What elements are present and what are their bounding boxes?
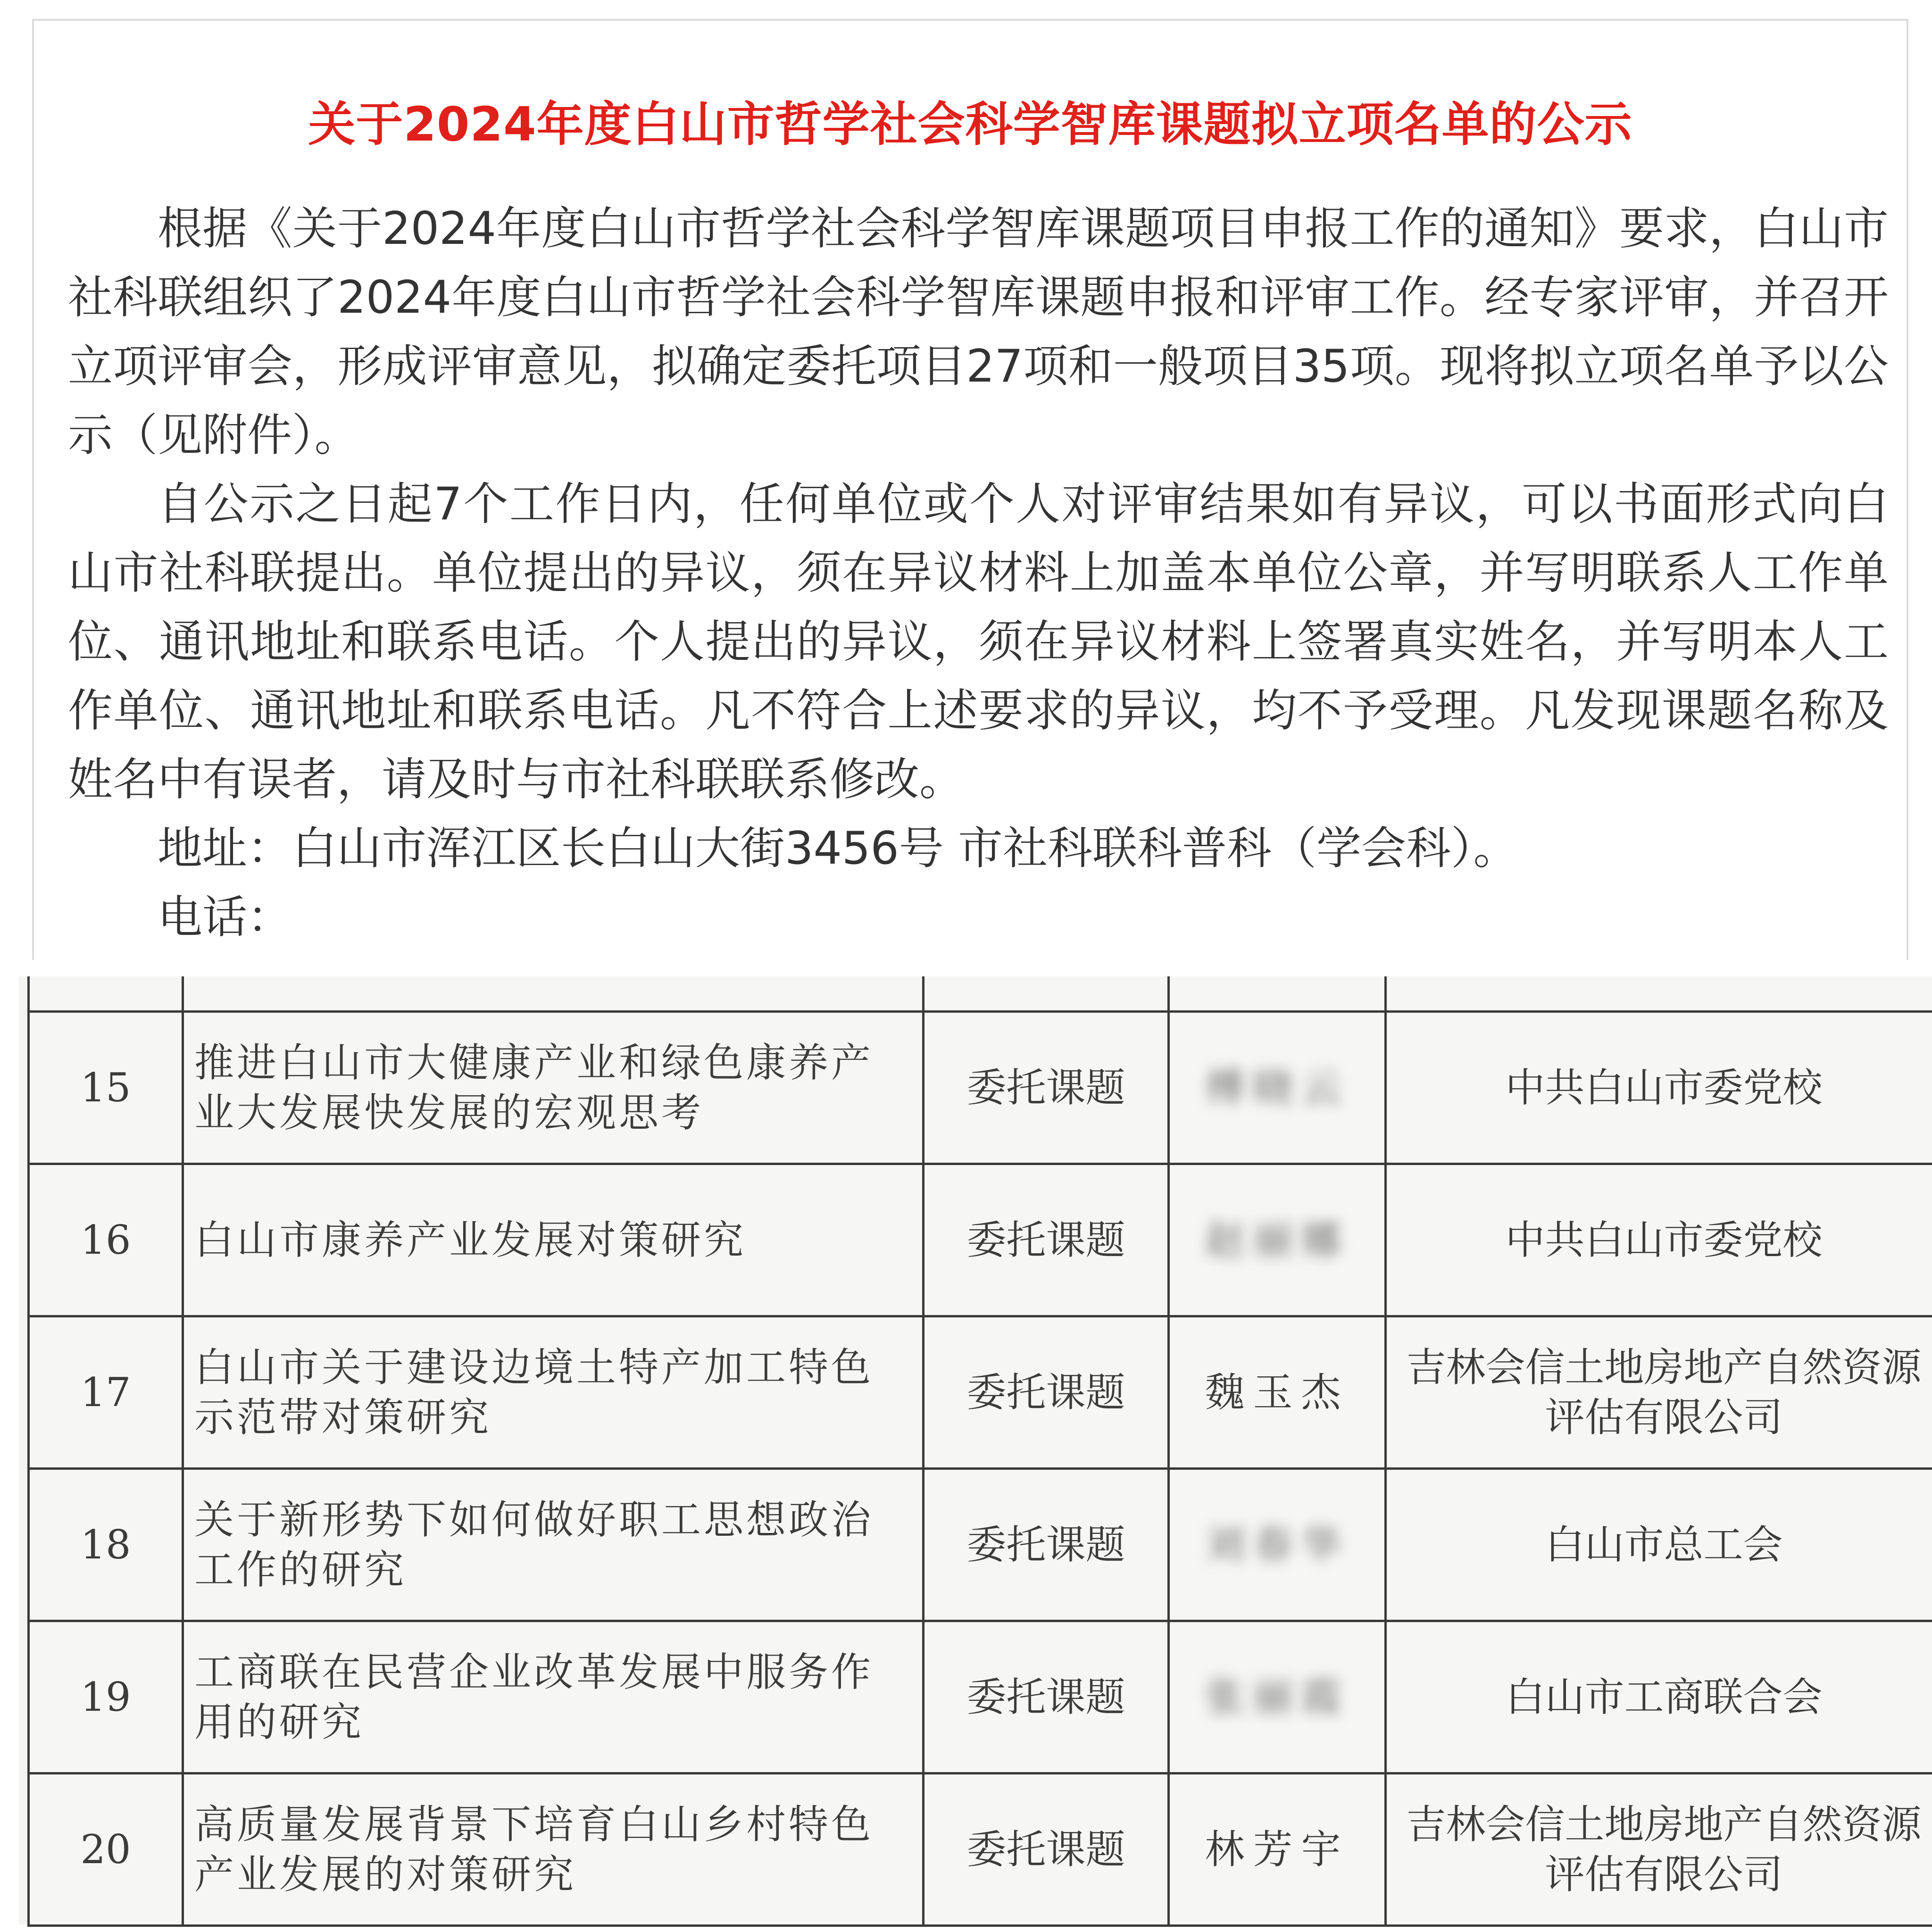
project-title: 工商联在民营企业改革发展中服务作用的研究	[194, 1649, 874, 1745]
project-title-cell	[183, 1012, 924, 1164]
project-title-cell	[183, 1621, 924, 1774]
organization: 白山市工商联合会	[1505, 1674, 1823, 1720]
project-leader: 魏玉杰	[1205, 1369, 1349, 1416]
row-number-cell	[29, 1164, 183, 1316]
organization-cell	[1386, 1774, 1932, 1926]
project-type: 委托课题	[966, 1522, 1125, 1568]
row-number-cell	[29, 1621, 183, 1774]
notice-address: 地址：白山市浑江区长白山大街3456号 市社科联科普科（学会科）。	[158, 823, 1518, 874]
project-title-cell	[183, 1469, 924, 1621]
table-row	[29, 1164, 1932, 1316]
organization: 吉林会信土地房地产自然资源评估有限公司	[1406, 1801, 1922, 1898]
row-number: 17	[80, 1369, 131, 1416]
project-leader: 张丽霞	[1205, 1674, 1349, 1720]
notice-title: 关于2024年度白山市哲学社会科学智库课题拟立项名单的公示	[308, 97, 1632, 152]
project-type: 委托课题	[966, 1217, 1125, 1263]
project-leader-cell	[1169, 1164, 1386, 1316]
project-leader: 刘春华	[1205, 1522, 1349, 1568]
project-type: 委托课题	[966, 1369, 1125, 1416]
project-title-cell	[183, 1164, 924, 1316]
table-row	[29, 1774, 1932, 1926]
notice-body	[68, 194, 1889, 952]
project-type: 委托课题	[966, 1826, 1125, 1873]
organization: 白山市总工会	[1545, 1522, 1783, 1568]
project-type: 委托课题	[966, 1065, 1125, 1111]
project-type-cell	[924, 1316, 1169, 1469]
row-number-cell	[29, 1774, 183, 1926]
project-table-image	[19, 976, 1922, 1924]
organization-cell	[1386, 1012, 1932, 1164]
row-number: 15	[80, 1065, 131, 1111]
project-leader: 赵丽娜	[1205, 1217, 1349, 1263]
project-type-cell	[924, 1621, 1169, 1774]
organization-cell	[1386, 1469, 1932, 1621]
row-number-cell	[29, 1316, 183, 1469]
row-number-cell	[29, 1469, 183, 1621]
row-number: 18	[80, 1522, 131, 1568]
project-title-cell	[183, 1774, 924, 1926]
project-title: 高质量发展背景下培育白山乡村特色产业发展的对策研究	[194, 1801, 874, 1898]
project-title: 推进白山市大健康产业和绿色康养产业大发展快发展的宏观思考	[194, 1040, 874, 1136]
project-type-cell	[924, 1774, 1169, 1926]
row-number: 19	[80, 1674, 131, 1720]
project-title: 关于新形势下如何做好职工思想政治工作的研究	[194, 1497, 874, 1593]
project-leader-cell	[1169, 1621, 1386, 1774]
project-type-cell	[924, 1469, 1169, 1621]
notice-panel	[32, 19, 1908, 960]
table-row	[29, 1012, 1932, 1164]
table-row-partial	[29, 976, 1932, 1012]
organization-cell	[1386, 1316, 1932, 1469]
project-leader-cell	[1169, 1012, 1386, 1164]
table-row	[29, 1316, 1932, 1469]
row-number-cell	[29, 1012, 183, 1164]
notice-phone: 电话：	[158, 891, 292, 943]
organization: 中共白山市委党校	[1505, 1217, 1823, 1263]
project-leader-cell	[1169, 1469, 1386, 1621]
row-number: 16	[80, 1217, 131, 1263]
notice-paragraph-2: 自公示之日起7个工作日内，任何单位或个人对评审结果如有异议，可以书面形式向白山市社科联提出。单位提出的异议，须在异议材料上加盖本单位公章，并写明联系人工作单位、通讯地址和联系电话。个人提出的异议，须在异议材料上签署真实姓名，并写明本人工作单位、通讯地址和联系电话。凡不符合上述要求的异议，均不予受理。凡发现课题名称及姓名中有误者，请及时与市社科联联系修改。	[68, 478, 1889, 806]
project-type: 委托课题	[966, 1674, 1125, 1720]
project-type-cell	[924, 1012, 1169, 1164]
row-number: 20	[80, 1826, 131, 1873]
organization: 中共白山市委党校	[1505, 1065, 1823, 1111]
organization-cell	[1386, 1164, 1932, 1316]
project-title-cell	[183, 1316, 924, 1469]
project-type-cell	[924, 1164, 1169, 1316]
notice-paragraph-1: 根据《关于2024年度白山市哲学社会科学智库课题项目申报工作的通知》要求，白山市社科联组织了2024年度白山市哲学社会科学智库课题申报和评审工作。经专家评审，并召开立项评审会，形成评审意见，拟确定委托项目27项和一般项目35项。现将拟立项名单予以公示（见附件）。	[68, 203, 1889, 461]
organization: 吉林会信土地房地产自然资源评估有限公司	[1406, 1344, 1922, 1441]
project-leader: 林芳宇	[1205, 1826, 1349, 1873]
project-leader-cell	[1169, 1316, 1386, 1469]
project-title: 白山市关于建设边境土特产加工特色示范带对策研究	[194, 1344, 874, 1441]
organization-cell	[1386, 1621, 1932, 1774]
project-title: 白山市康养产业发展对策研究	[194, 1217, 747, 1263]
project-leader: 傅晓云	[1205, 1065, 1349, 1111]
table-row	[29, 1469, 1932, 1621]
project-table	[27, 976, 1932, 1927]
project-leader-cell	[1169, 1774, 1386, 1926]
table-row	[29, 1621, 1932, 1774]
